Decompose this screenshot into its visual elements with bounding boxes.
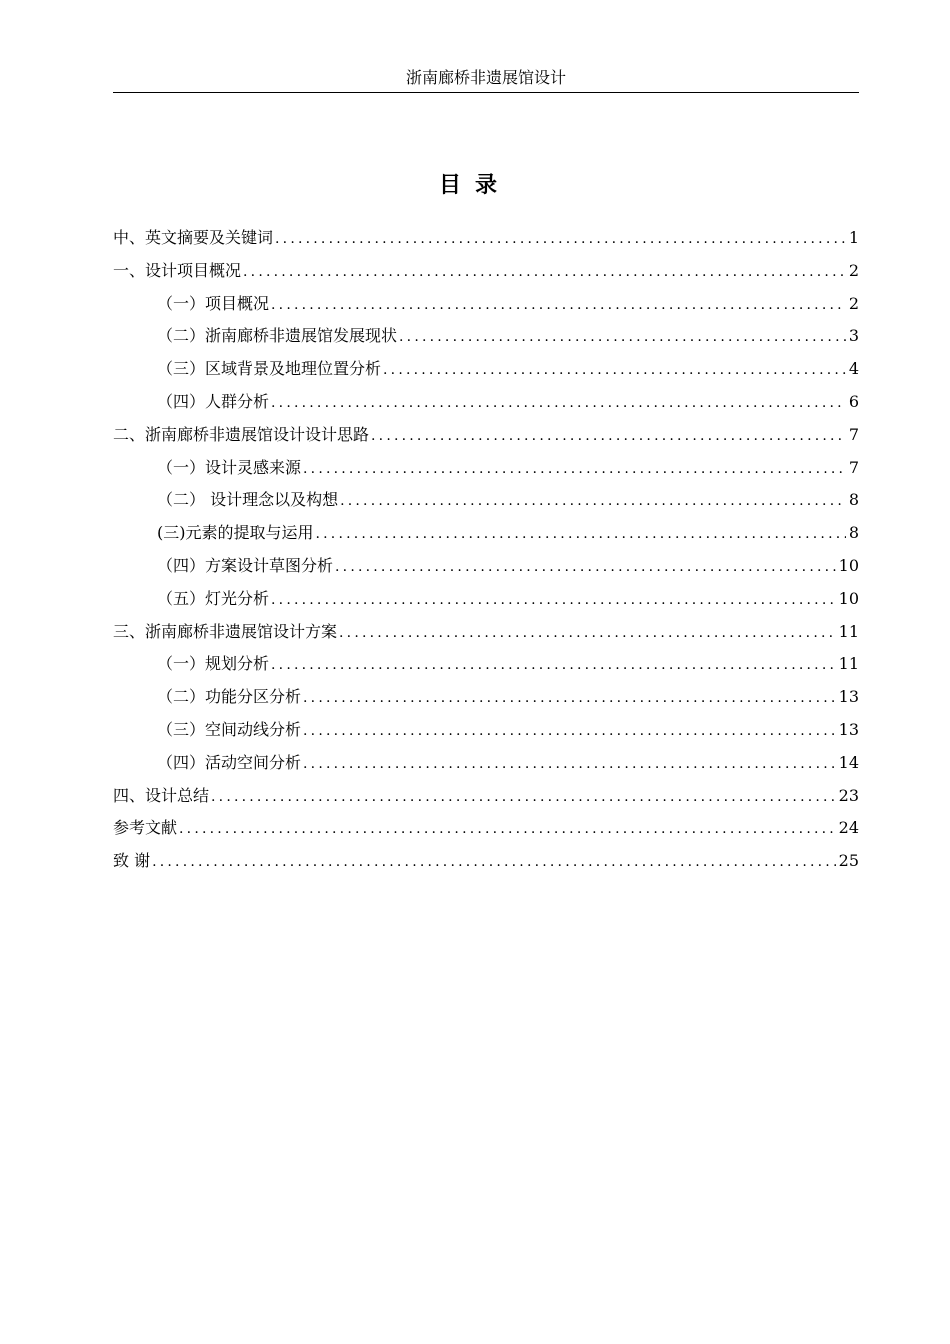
- toc-entry[interactable]: [113, 583, 859, 616]
- running-header: [113, 66, 859, 93]
- toc-dot-leader: [243, 256, 846, 289]
- toc-entry-page-number: 4: [848, 359, 859, 379]
- toc-entry-label: （一）设计灵感来源: [157, 457, 302, 477]
- toc-entry-label: （四）方案设计草图分析: [157, 555, 334, 575]
- toc-entry[interactable]: [113, 288, 859, 321]
- toc-entry-page-number: 23: [838, 785, 859, 805]
- toc-dot-leader: [303, 453, 846, 486]
- toc-entry-page-number: 7: [848, 424, 859, 444]
- toc-title: 目录: [438, 172, 511, 198]
- toc-entry-page-number: 10: [838, 588, 859, 608]
- toc-entry-label: 中、英文摘要及关键词: [113, 228, 274, 247]
- toc-entry[interactable]: [113, 452, 859, 485]
- toc-entry-page-number: 2: [848, 293, 859, 313]
- toc-entry-page-number: 8: [848, 523, 859, 543]
- toc-entry[interactable]: [113, 222, 859, 255]
- toc-entry[interactable]: [113, 648, 859, 681]
- toc-entry[interactable]: [113, 320, 859, 353]
- toc-entry-label: (三)元素的提取与运用: [157, 523, 314, 543]
- toc-entry[interactable]: [113, 747, 859, 780]
- toc-dot-leader: [271, 387, 846, 420]
- toc-entry-label: （二）功能分区分析: [157, 687, 302, 707]
- toc-entry-label: 一、设计项目概况: [113, 260, 242, 280]
- table-of-contents: [113, 222, 859, 878]
- toc-entry-page-number: 6: [848, 391, 859, 411]
- toc-entry-label: 三、浙南廊桥非遗展馆设计方案: [113, 621, 338, 641]
- toc-dot-leader: [303, 715, 836, 748]
- toc-entry-page-number: 25: [838, 851, 859, 871]
- toc-entry-label: 四、设计总结: [113, 785, 210, 805]
- toc-entry-page-number: 11: [838, 654, 859, 674]
- toc-entry[interactable]: [113, 714, 859, 747]
- toc-entry-page-number: 7: [848, 457, 859, 477]
- toc-dot-leader: [383, 354, 846, 387]
- running-header-title: 浙南廊桥非遗展馆设计: [405, 68, 566, 87]
- toc-entry-page-number: 10: [838, 555, 859, 575]
- toc-entry[interactable]: [113, 616, 859, 649]
- toc-entry[interactable]: [113, 517, 859, 550]
- toc-entry-page-number: 2: [848, 260, 859, 280]
- toc-entry[interactable]: [113, 812, 859, 845]
- toc-dot-leader: [271, 289, 846, 322]
- toc-dot-leader: [371, 420, 846, 453]
- toc-dot-leader: [271, 584, 836, 617]
- toc-entry-label: （五）灯光分析: [157, 588, 270, 608]
- toc-entry-page-number: 8: [848, 490, 859, 510]
- toc-entry[interactable]: [113, 484, 859, 517]
- toc-dot-leader: [211, 781, 836, 814]
- toc-entry-label: （三）空间动线分析: [157, 719, 302, 739]
- toc-dot-leader: [399, 321, 846, 354]
- toc-entry[interactable]: [113, 353, 859, 386]
- toc-entry-label: （四）活动空间分析: [157, 752, 302, 772]
- toc-entry[interactable]: [113, 255, 859, 288]
- toc-entry-page-number: 14: [838, 752, 859, 772]
- toc-entry-page-number: 13: [838, 719, 859, 739]
- toc-dot-leader: [316, 518, 846, 551]
- toc-entry-label: （二） 设计理念以及构想: [157, 490, 339, 510]
- toc-dot-leader: [179, 813, 836, 846]
- toc-dot-leader: [271, 649, 836, 682]
- toc-entry-label: （三）区域背景及地理位置分析: [157, 359, 382, 379]
- toc-entry[interactable]: [113, 681, 859, 714]
- toc-entry[interactable]: [113, 386, 859, 419]
- toc-entry-page-number: 1: [848, 228, 859, 247]
- toc-dot-leader: [335, 551, 836, 584]
- toc-entry-page-number: 13: [838, 687, 859, 707]
- toc-dot-leader: [303, 682, 836, 715]
- toc-entry-page-number: 11: [838, 621, 859, 641]
- toc-entry-label: （一）项目概况: [157, 293, 270, 313]
- toc-entry-label: 二、浙南廊桥非遗展馆设计设计思路: [113, 424, 370, 444]
- toc-dot-leader: [303, 748, 836, 781]
- toc-entry[interactable]: [113, 419, 859, 452]
- toc-entry-label: （一）规划分析: [157, 654, 270, 674]
- toc-entry-label: （二）浙南廊桥非遗展馆发展现状: [157, 326, 398, 346]
- toc-entry[interactable]: [113, 845, 859, 878]
- toc-entry-page-number: 3: [848, 326, 859, 346]
- toc-dot-leader: [339, 617, 836, 650]
- toc-entry-label: （四）人群分析: [157, 391, 270, 411]
- toc-entry-label: 参考文献: [113, 818, 178, 838]
- toc-entry-label: 致 谢: [113, 851, 151, 871]
- toc-entry[interactable]: [113, 550, 859, 583]
- toc-entry-page-number: 24: [838, 818, 859, 838]
- toc-dot-leader: [275, 223, 846, 256]
- toc-entry[interactable]: [113, 780, 859, 813]
- toc-dot-leader: [152, 846, 836, 879]
- toc-dot-leader: [340, 485, 846, 518]
